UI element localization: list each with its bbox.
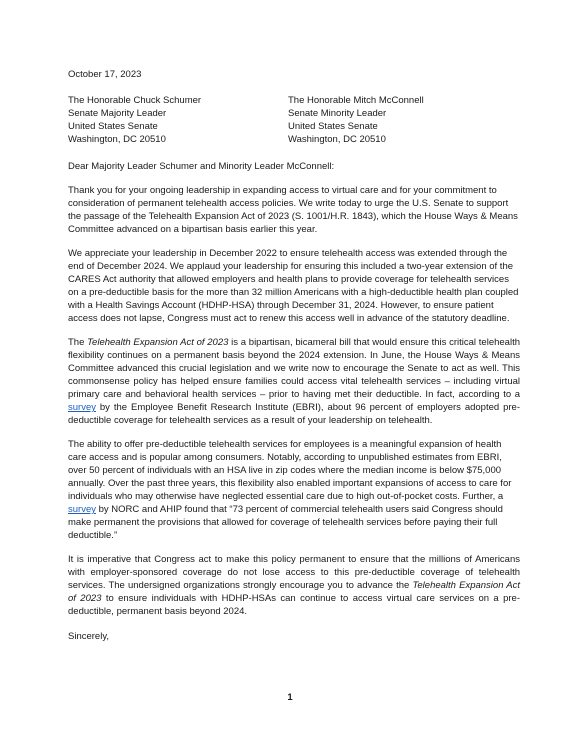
- paragraph-3-text-a: is a bipartisan, bicameral bill that would ensure this critical telehealth flexibility continues on a permanent basis beyond the 2024 extension. In June, the House Ways & Means Committee advanced this crucial legislation and we write now to encourage the Senate to act as well. This commonsense policy has helped ensure families could access vital telehealth services – including virtual primary care and behavioral health services – prior to having met their deductible. In fact, according to a: [68, 337, 520, 400]
- ebri-survey-link[interactable]: survey: [68, 402, 96, 413]
- paragraph-4: [68, 438, 520, 542]
- recipient-left-city: Washington, DC 20510: [68, 134, 166, 145]
- recipient-right-city: Washington, DC 20510: [288, 134, 386, 145]
- paragraph-2: We appreciate your leadership in December 2022 to ensure telehealth access was extended through the end of December 2024. We applaud your leadership for ensuring this included a two-year extension of the CARES Act authority that allowed employers and health plans to provide coverage for telehealth services on a pre-deductible basis for the more than 32 million Americans with a high-deductible health plan coupled with a Health Savings Account (HDHP-HSA) through December 31, 2024. However, to ensure patient access does not lapse, Congress must act to renew this access well in advance of the statutory deadline.: [68, 248, 519, 324]
- recipient-right-org: United States Senate: [288, 121, 378, 132]
- recipient-left-title: Senate Majority Leader: [68, 108, 167, 119]
- bill-title-2: Telehealth Expansion Act of 2023: [68, 580, 520, 604]
- paragraph-3-text-b: by the Employee Benefit Research Institute (EBRI), about 96 percent of employers adopted pre-deductible coverage for telehealth services as a result of your leadership on telehealth.: [68, 402, 520, 426]
- paragraph-1: Thank you for your ongoing leadership in expanding access to virtual care and for your commitment to consideration of permanent telehealth access policies. We write today to urge the U.S. Senate to support the passage of the Telehealth Expansion Act of 2023 (S. 1001/H.R. 1843), which the House Ways & Means Committee advanced on a bipartisan basis earlier this year.: [68, 185, 518, 235]
- bill-title: Telehealth Expansion Act of 2023: [87, 337, 229, 348]
- recipient-addresses: [68, 94, 520, 146]
- paragraph-5-text-a: It is imperative that Congress act to make this policy permanent to ensure that the millions of Americans with employer-sponsored coverage do not lose access to this pre-deductible coverage of telehealth services. The undersigned organizations strongly encourage you to advance the: [68, 554, 520, 591]
- recipient-left: [68, 94, 288, 146]
- page-number: 1: [287, 692, 293, 703]
- paragraph-5: [68, 553, 520, 618]
- recipient-left-name: The Honorable Chuck Schumer: [68, 95, 202, 106]
- closing: Sincerely,: [68, 631, 110, 642]
- paragraph-4-text-a: The ability to offer pre-deductible telehealth services for employees is a meaningful expansion of health care access and is popular among consumers. Notably, according to unpublished estimates from EBRI, over 50 percent of individuals with an HSA live in zip codes where the median income is below $75,000 annually. Over the past three years, this flexibility also enabled important expansions of access to care for individuals who may otherwise have neglected essential care due to high out-of-pocket costs. Further, a: [68, 439, 512, 502]
- recipient-left-org: United States Senate: [68, 121, 158, 132]
- norc-survey-link[interactable]: survey: [68, 504, 96, 515]
- letter-date: October 17, 2023: [68, 69, 142, 80]
- recipient-right-title: Senate Minority Leader: [288, 108, 387, 119]
- paragraph-3: [68, 336, 520, 427]
- recipient-right-name: The Honorable Mitch McConnell: [288, 95, 424, 106]
- paragraph-3-lead: The: [68, 337, 88, 348]
- letter-body: [68, 68, 520, 643]
- recipient-right: [288, 94, 508, 146]
- salutation: Dear Majority Leader Schumer and Minority Leader McConnell:: [68, 161, 335, 172]
- paragraph-4-text-b: by NORC and AHIP found that “73 percent of commercial telehealth users said Congress should make permanent the provisions that allowed for coverage of telehealth services before paying their full deductible.”: [68, 504, 503, 541]
- paragraph-5-text-b: to ensure individuals with HDHP-HSAs can continue to access virtual care services on a pre-deductible, permanent basis beyond 2024.: [68, 593, 520, 617]
